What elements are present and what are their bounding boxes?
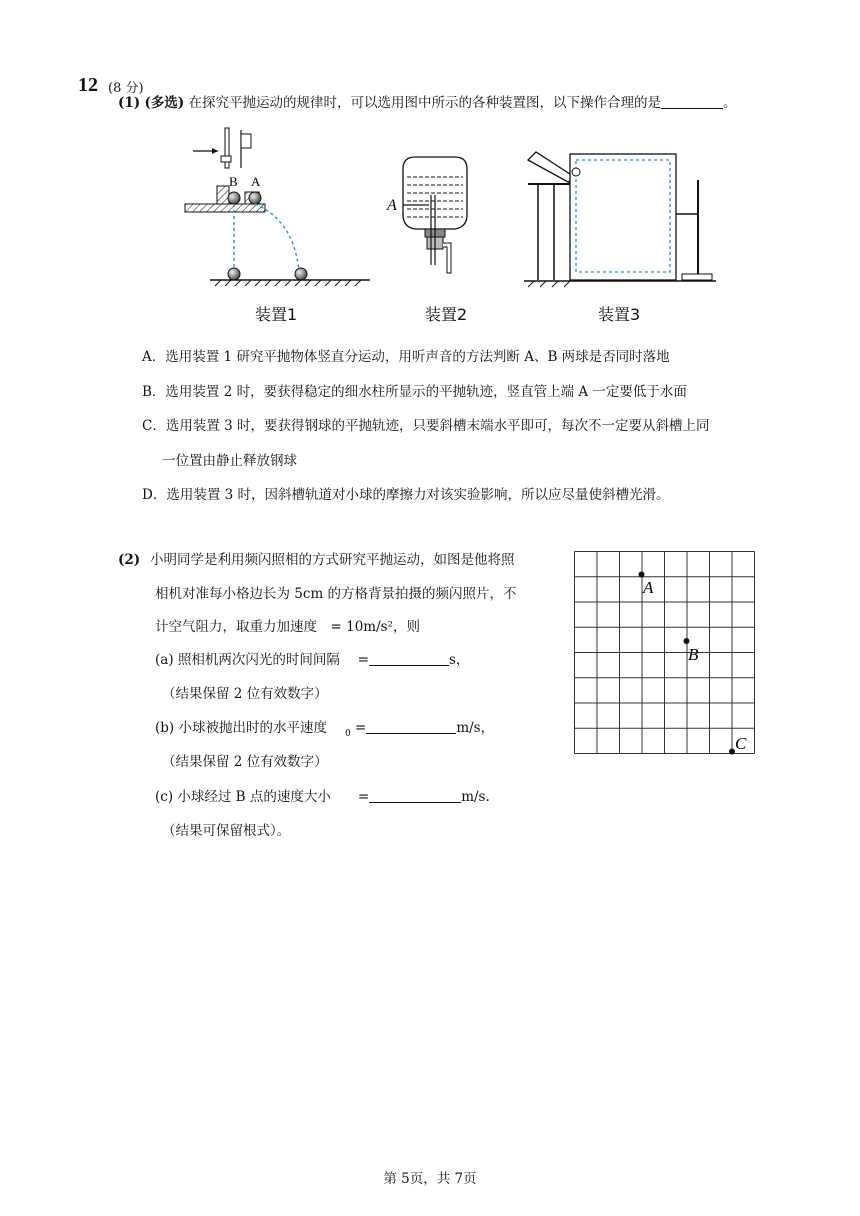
part2-b-note: （结果保留 2 位有效数字） bbox=[162, 754, 328, 770]
apparatus-1-figure bbox=[185, 120, 375, 295]
part2-c-unit: m/s. bbox=[461, 789, 490, 805]
fig1-label-a: A bbox=[251, 174, 261, 189]
part2-a-unit: s， bbox=[448, 652, 470, 668]
part1-stem bbox=[118, 93, 737, 113]
answer-blank-b[interactable] bbox=[366, 719, 456, 734]
fig2-caption: 装置2 bbox=[425, 305, 468, 324]
fig1-label-b: B bbox=[229, 174, 238, 189]
fig3-caption: 装置3 bbox=[598, 305, 641, 324]
part2-b-unit: m/s， bbox=[456, 720, 495, 736]
part2-a-note: （结果保留 2 位有效数字） bbox=[162, 686, 328, 702]
point-c-label: C bbox=[735, 734, 747, 753]
part2-line2: 相机对准每小格边长为 5cm 的方格背景拍摄的频闪照片，不 bbox=[155, 586, 517, 602]
point-b-label: B bbox=[688, 645, 699, 664]
part2-b-eq: = bbox=[350, 720, 367, 736]
part2-c-text: (c) 小球经过 B 点的速度大小 = bbox=[155, 789, 370, 805]
apparatus-3-figure bbox=[520, 140, 720, 290]
part2-line1: 小明同学是利用频闪照相的方式研究平抛运动，如图是他将照 bbox=[150, 552, 515, 568]
part1-text: 在探究平抛运动的规律时，可以选用图中所示的各种装置图，以下操作合理的是 bbox=[188, 95, 662, 111]
point-a-label: A bbox=[643, 578, 654, 597]
question-score: (8 分) bbox=[108, 81, 144, 96]
page-footer: 第 5页，共 7页 bbox=[383, 1171, 477, 1187]
fig1-caption: 装置1 bbox=[255, 305, 298, 324]
part2-a bbox=[155, 650, 469, 670]
part2-b-sub: 0 bbox=[344, 729, 351, 739]
part2-b-text: (b) 小球被抛出时的水平速度 bbox=[155, 720, 327, 736]
answer-blank-a[interactable] bbox=[369, 651, 449, 666]
part1-label: (1) bbox=[118, 95, 141, 111]
fig2-label-a: A bbox=[387, 197, 397, 214]
point-b bbox=[684, 638, 690, 644]
part2-a-text: (a) 照相机两次闪光的时间间隔 = bbox=[155, 652, 369, 668]
part2-c-note: （结果可保留根式）。 bbox=[162, 823, 291, 839]
part2-b bbox=[155, 718, 494, 744]
part1-tag: (多选) bbox=[144, 95, 185, 111]
option-c-continued: 一位置由静止释放钢球 bbox=[162, 453, 297, 469]
option-c[interactable]: C．选用装置 3 时，要获得钢球的平抛轨迹，只要斜槽末端水平即可，每次不一定要从斜槽上同 bbox=[142, 418, 710, 434]
question-number: 12 bbox=[78, 74, 98, 96]
point-a bbox=[639, 572, 645, 578]
answer-blank-1[interactable] bbox=[661, 94, 723, 109]
answer-blank-c[interactable] bbox=[369, 788, 461, 803]
part2-line3: 计空气阻力，取重力加速度 = 10m/s²，则 bbox=[155, 619, 420, 635]
option-d[interactable]: D．选用装置 3 时，因斜槽轨道对小球的摩擦力对该实验影响，所以应尽量使斜槽光滑。 bbox=[142, 487, 670, 503]
part2-label: (2) bbox=[118, 552, 141, 568]
option-a[interactable]: A．选用装置 1 研究平抛物体竖直分运动，用听声音的方法判断 A、B 两球是否同时落地 bbox=[142, 349, 670, 365]
option-b[interactable]: B．选用装置 2 时，要获得稳定的细水柱所显示的平抛轨迹，竖直管上端 A 一定要低于水面 bbox=[142, 384, 687, 400]
part1-end: 。 bbox=[723, 95, 737, 111]
strobe-photo-grid bbox=[574, 551, 759, 756]
apparatus-2-figure bbox=[385, 155, 475, 285]
part2-c bbox=[155, 787, 490, 807]
